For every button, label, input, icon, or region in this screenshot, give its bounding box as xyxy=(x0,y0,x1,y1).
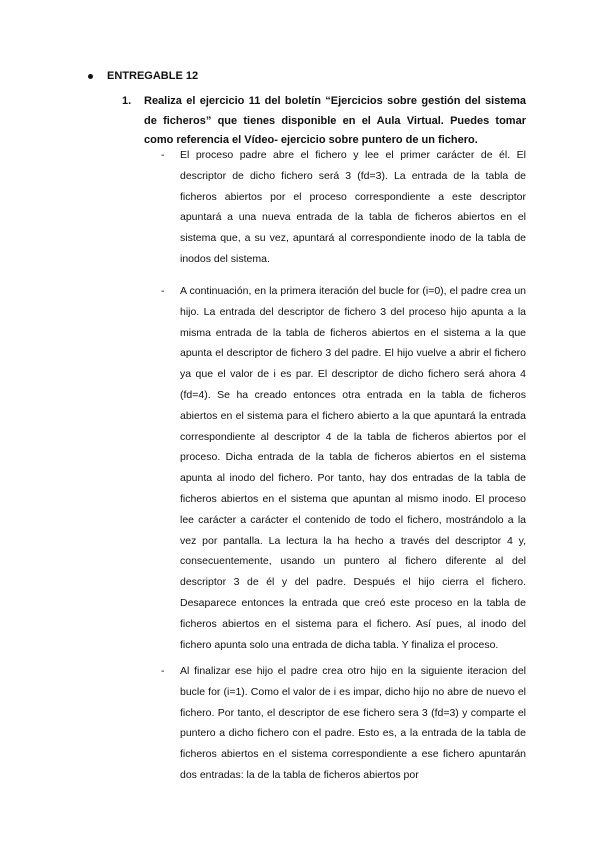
exercise-statement xyxy=(122,92,526,151)
list-item-text: El proceso padre abre el fichero y lee el primer carácter de él. El descriptor de dicho fichero será 3 (fd=3). La entrada de la tabla de ficheros abiertos por el proceso correspondiente a este descriptor apuntará a una nueva entrada de la tabla de ficheros abiertos en el sistema que, a su vez, apuntará al correspondiente inodo de la tabla de inodos del sistema. xyxy=(180,149,526,265)
list-item xyxy=(161,661,526,786)
dash-icon: - xyxy=(161,285,165,297)
dash-icon: - xyxy=(161,665,165,677)
section-heading-label: ENTREGABLE 12 xyxy=(107,70,199,82)
section-heading xyxy=(88,70,198,82)
bullet-icon xyxy=(88,74,93,79)
list-item-text: Al finalizar ese hijo el padre crea otro hijo en la siguiente iteracion del bucle for (i=1). Como el valor de i es impar, dicho hijo no abre de nuevo el fichero. Por tanto, el descriptor de ese fichero sera 3 (fd=3) y comparte el puntero a dicho fichero con el padre. Esto es, a la entrada de la tabla de ficheros abiertos en el sistema correspondiente a ese fichero apuntarán dos entradas: la de la tabla de ficheros abiertos por xyxy=(180,665,526,781)
exercise-number: 1. xyxy=(122,95,132,107)
exercise-text: Realiza el ejercicio 11 del boletín “Ejercicios sobre gestión del sistema de ficheros” que tienes disponible en el Aula Virtual. Puedes tomar como referencia el Vídeo- ejercicio sobre puntero de un fichero. xyxy=(144,95,526,146)
list-item xyxy=(161,145,526,270)
list-item xyxy=(161,281,526,655)
list-item-text: A continuación, en la primera iteración del bucle for (i=0), el padre crea un hijo. La entrada del descriptor de fichero 3 del proceso hijo apunta a la misma entrada de la tabla de ficheros abiertos en el sistema a la que apunta el descriptor de fichero 3 del padre. El hijo vuelve a abrir el fichero ya que el valor de i es par. El descriptor de dicho fichero será ahora 4 (fd=4). Se ha creado entonces otra entrada en la tabla de ficheros abiertos en el sistema para el fichero abierto a la que apuntará la entrada correspondiente al descriptor 4 de la tabla de ficheros abiertos por el proceso. Dicha entrada de la tabla de ficheros abiertos en el sistema apunta al inodo del fichero. Por tanto, hay dos entradas de la tabla de ficheros abiertos en el sistema que apuntan al mismo inodo. El proceso lee carácter a carácter el contenido de todo el fichero, mostrándolo a la vez por pantalla. La lectura la ha hecho a través del descriptor 4 y, consecuentemente, usando un puntero al fichero diferente al del descriptor 3 de él y del padre. Después el hijo cierra el fichero. Desaparece entonces la entrada que creó este proceso en la tabla de ficheros abiertos en el sistema para el fichero. Así pues, al inodo del fichero apunta solo una entrada de dicha tabla. Y finaliza el proceso. xyxy=(180,285,526,651)
dash-icon: - xyxy=(161,149,165,161)
